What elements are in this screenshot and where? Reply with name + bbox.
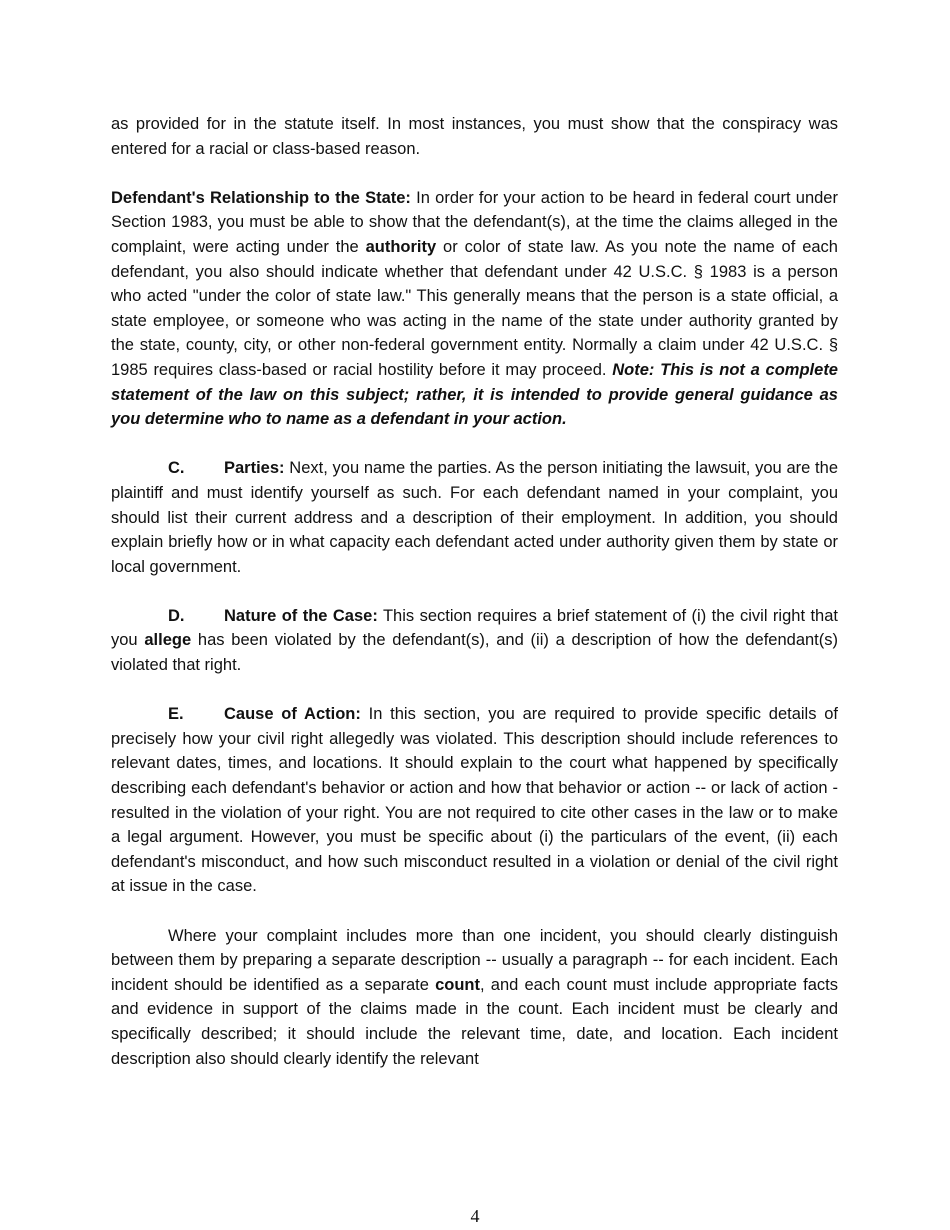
paragraph-text: Next, you name the parties. As the person initiating the lawsuit, you are the plaintiff and must identify yourself as such. For each defendant named in your complaint, you should list their current address and a description of their employment. In addition, you should explain briefly how or in what capacity each defendant acted under authority given them by state or local government.	[111, 459, 838, 576]
paragraph-text: , and each count must include appropriate facts and evidence in support of the claims made in the count. Each incident must be clearly and specifically described; it should include the relevant time, date, and location. Each incident description also should clearly identify the relevant	[111, 975, 838, 1068]
section-heading: Parties:	[224, 459, 285, 478]
bold-term: allege	[144, 631, 192, 650]
page-number: 4	[470, 1206, 480, 1226]
section-heading: Cause of Action:	[224, 705, 361, 724]
section-letter: D.	[168, 606, 185, 625]
paragraph-defendant-relationship	[111, 186, 838, 432]
paragraph-text: This section requires a brief statement of (i) the civil right that you	[111, 606, 838, 650]
document-page	[111, 112, 838, 1096]
note-text: Note: This is not a complete statement of the law on this subject; rather, it is intended to provide general guidance as you determine who to name as a defendant in your action.	[111, 360, 838, 429]
section-letter: E.	[168, 705, 184, 724]
paragraph-text: as provided for in the statute itself. In most instances, you must show that the conspiracy was entered for a racial or class-based reason.	[111, 115, 838, 158]
section-heading: Defendant's Relationship to the State:	[111, 188, 411, 207]
bold-term: count	[435, 975, 480, 994]
paragraph-cause-of-action	[111, 702, 838, 899]
section-letter: C.	[168, 459, 185, 478]
paragraph-text: In this section, you are required to provide specific details of precisely how your civil right allegedly was violated. This description should include references to relevant dates, times, and locations. It should explain to the court what happened by specifically describing each defendant's behavior or action and how that behavior or action -- or lack of action -resulted in the violation of your right. You are not required to cite other cases in the law or to make a legal argument. However, you must be specific about (i) the particulars of the event, (ii) each defendant's misconduct, and how such misconduct resulted in a violation or denial of the civil right at issue in the case.	[111, 705, 838, 896]
paragraph-text: In order for your action to be heard in federal court under Section 1983, you must be able to show that the defendant(s), at the time the claims alleged in the complaint, were acting under the	[111, 188, 838, 256]
paragraph-text: has been violated by the defendant(s), and (ii) a description of how the defendant(s) violated that right.	[111, 631, 839, 675]
paragraph-text: or color of state law. As you note the name of each defendant, you also should indicate whether that defendant under 42 U.S.C. § 1983 is a person who acted "under the color of state law." This generally means that the person is a state official, a state employee, or someone who was acting in the name of the state under authority granted by the state, county, city, or other non-federal government entity. Normally a claim under 42 U.S.C. § 1985 requires class-based or racial hostility before it may proceed.	[111, 237, 838, 379]
paragraph-text: Where your complaint includes more than one incident, you should clearly distinguish between them by preparing a separate description -- usually a paragraph -- for each incident. Each incident should be identified as a separate	[111, 926, 838, 994]
section-heading: Nature of the Case:	[224, 606, 378, 625]
paragraph-multiple-incidents	[111, 924, 838, 1072]
paragraph-parties	[111, 456, 838, 579]
bold-term: authority	[365, 237, 437, 256]
paragraph-conspiracy-continued	[111, 112, 838, 161]
paragraph-nature-of-case	[111, 604, 838, 678]
